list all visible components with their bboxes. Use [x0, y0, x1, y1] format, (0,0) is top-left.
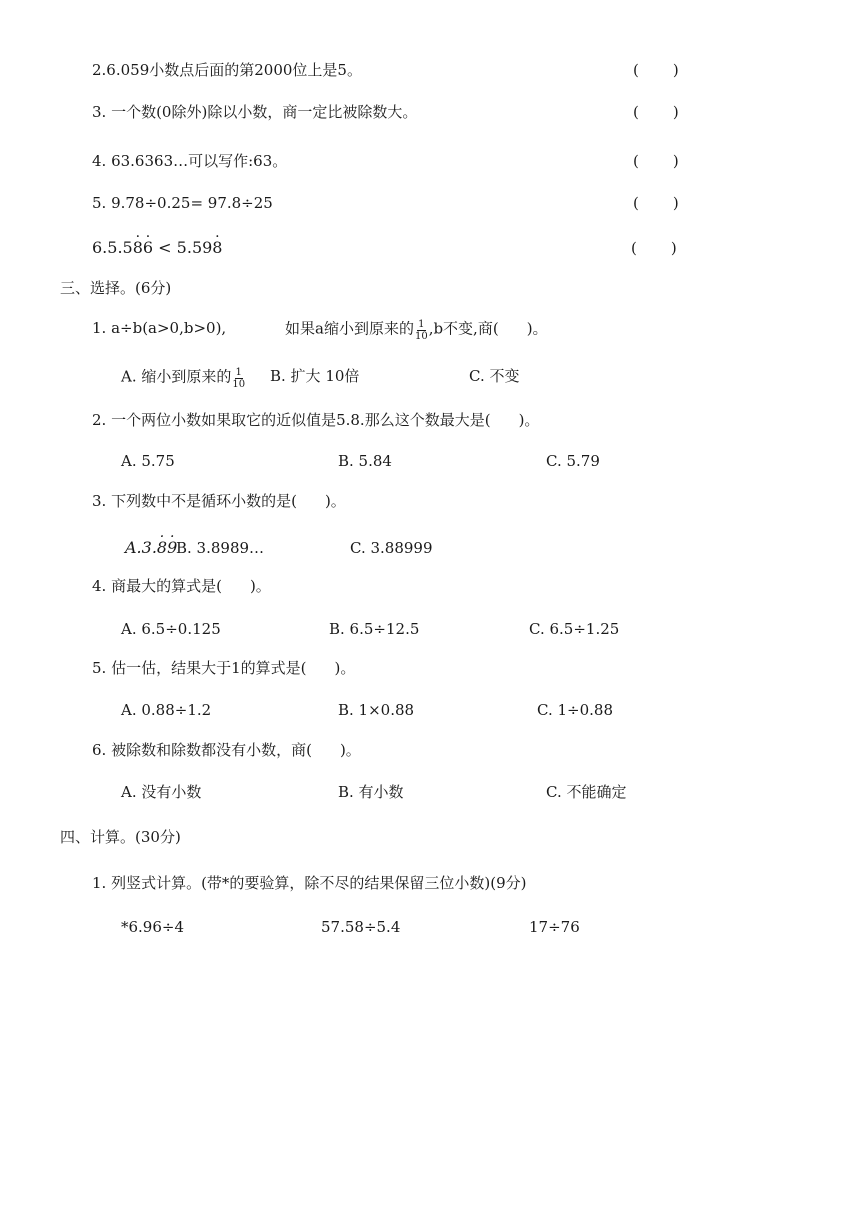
choice-q1-option-c[interactable]: C. 不变 [469, 367, 520, 385]
frac-den: 10 [232, 379, 246, 390]
choice-q4-option-a[interactable]: A. 6.5÷0.125 [121, 620, 221, 638]
paren-right: ) [672, 194, 679, 212]
answer-paren-2[interactable] [633, 60, 679, 80]
choice-q2-text [92, 410, 539, 430]
paren-left: ( [633, 103, 639, 121]
choice-q6-option-a[interactable]: A. 没有小数 [121, 783, 202, 801]
paren-right: ) [670, 239, 677, 257]
expr-mid: < 5.59 [153, 238, 213, 257]
frac-den: 10 [414, 331, 428, 342]
paren-left: ( [633, 152, 639, 170]
q3-tail: )。 [324, 492, 346, 510]
paren-left: ( [631, 239, 637, 257]
choice-q2-option-a[interactable]: A. 5.75 [121, 452, 175, 470]
choice-q5-option-c[interactable]: C. 1÷0.88 [537, 701, 613, 719]
q1-main: 如果a缩小到原来的 [285, 319, 414, 338]
choice-q1-prefix: 1. a÷b(a>0,b>0), [92, 319, 227, 337]
q1-tail2: )。 [526, 319, 548, 338]
choice-q5-option-b[interactable]: B. 1×0.88 [338, 701, 415, 719]
section-3-heading: 三、选择。(6分) [60, 279, 172, 297]
choice-q6-option-c[interactable]: C. 不能确定 [546, 783, 627, 801]
judge-item-3: 3. 一个数(0除外)除以小数，商一定比被除数大。 [92, 103, 418, 121]
choice-q2-option-c[interactable]: C. 5.79 [546, 452, 600, 470]
repeat-digit: 8 · [133, 238, 143, 258]
paren-left: ( [633, 61, 639, 79]
option-label: A. 缩小到原来的 [121, 367, 232, 386]
q6-main: 6. 被除数和除数都没有小数，商( [92, 741, 312, 759]
choice-q1-text [285, 318, 548, 341]
fraction [232, 367, 245, 390]
repeat-digit: 8 · [212, 238, 222, 258]
paren-right: ) [672, 152, 679, 170]
choice-q1-option-a[interactable] [121, 366, 246, 389]
answer-paren-3[interactable] [633, 102, 679, 122]
repeat-digit: 6 · [143, 238, 153, 258]
choice-q3-text [92, 491, 346, 511]
paren-right: ) [672, 61, 679, 79]
calc-q1-instruction: 1. 列竖式计算。(带*的要验算，除不尽的结果保留三位小数)(9分) [92, 874, 527, 892]
judge-item-5: 5. 9.78÷0.25= 97.8÷25 [92, 194, 273, 212]
judge-item-4: 4. 63.6363…可以写作:63。 [92, 152, 288, 170]
answer-paren-4[interactable] [633, 151, 679, 171]
paren-right: ) [672, 103, 679, 121]
choice-q4-option-c[interactable]: C. 6.5÷1.25 [529, 620, 620, 638]
frac-num: 1 [418, 319, 425, 330]
choice-q4-text [92, 576, 271, 596]
answer-paren-6[interactable] [631, 238, 677, 258]
q2-main: 2. 一个两位小数如果取它的近似值是5.8.那么这个数最大是( [92, 411, 491, 429]
choice-q3-option-b[interactable]: B. 3.8989… [176, 539, 265, 557]
choice-q2-option-b[interactable]: B. 5.84 [338, 452, 392, 470]
choice-q4-option-b[interactable]: B. 6.5÷12.5 [329, 620, 420, 638]
calc-expr-2: 57.58÷5.4 [321, 918, 401, 936]
judge-item-2: 2.6.059小数点后面的第2000位上是5。 [92, 61, 362, 79]
choice-q6-option-b[interactable]: B. 有小数 [338, 783, 404, 801]
q5-main: 5. 估一估，结果大于1的算式是( [92, 659, 307, 677]
choice-q3-option-a[interactable] [125, 538, 177, 558]
expr-prefix: 6.5.5 [92, 238, 133, 257]
choice-q1-option-b[interactable]: B. 扩大 10倍 [270, 367, 360, 385]
q2-tail: )。 [518, 411, 540, 429]
q5-tail: )。 [334, 659, 356, 677]
q6-tail: )。 [339, 741, 361, 759]
calc-expr-1: *6.96÷4 [121, 918, 185, 936]
choice-q5-text [92, 658, 355, 678]
repeat-digit: 8 · [157, 538, 167, 558]
q4-main: 4. 商最大的算式是( [92, 577, 222, 595]
q4-tail: )。 [249, 577, 271, 595]
section-4-heading: 四、计算。(30分) [60, 828, 181, 846]
paren-left: ( [633, 194, 639, 212]
answer-paren-5[interactable] [633, 193, 679, 213]
choice-q6-text [92, 740, 361, 760]
judge-item-6 [92, 238, 222, 258]
choice-q3-option-c[interactable]: C. 3.88999 [350, 539, 433, 557]
frac-num: 1 [235, 367, 242, 378]
repeat-digit: 9 · [167, 538, 177, 558]
fraction [415, 319, 428, 342]
calc-expr-3: 17÷76 [529, 918, 580, 936]
choice-q5-option-a[interactable]: A. 0.88÷1.2 [121, 701, 212, 719]
option-label: A.3. [125, 538, 157, 557]
q3-main: 3. 下列数中不是循环小数的是( [92, 492, 297, 510]
q1-tail: ,b不变,商( [428, 319, 499, 338]
